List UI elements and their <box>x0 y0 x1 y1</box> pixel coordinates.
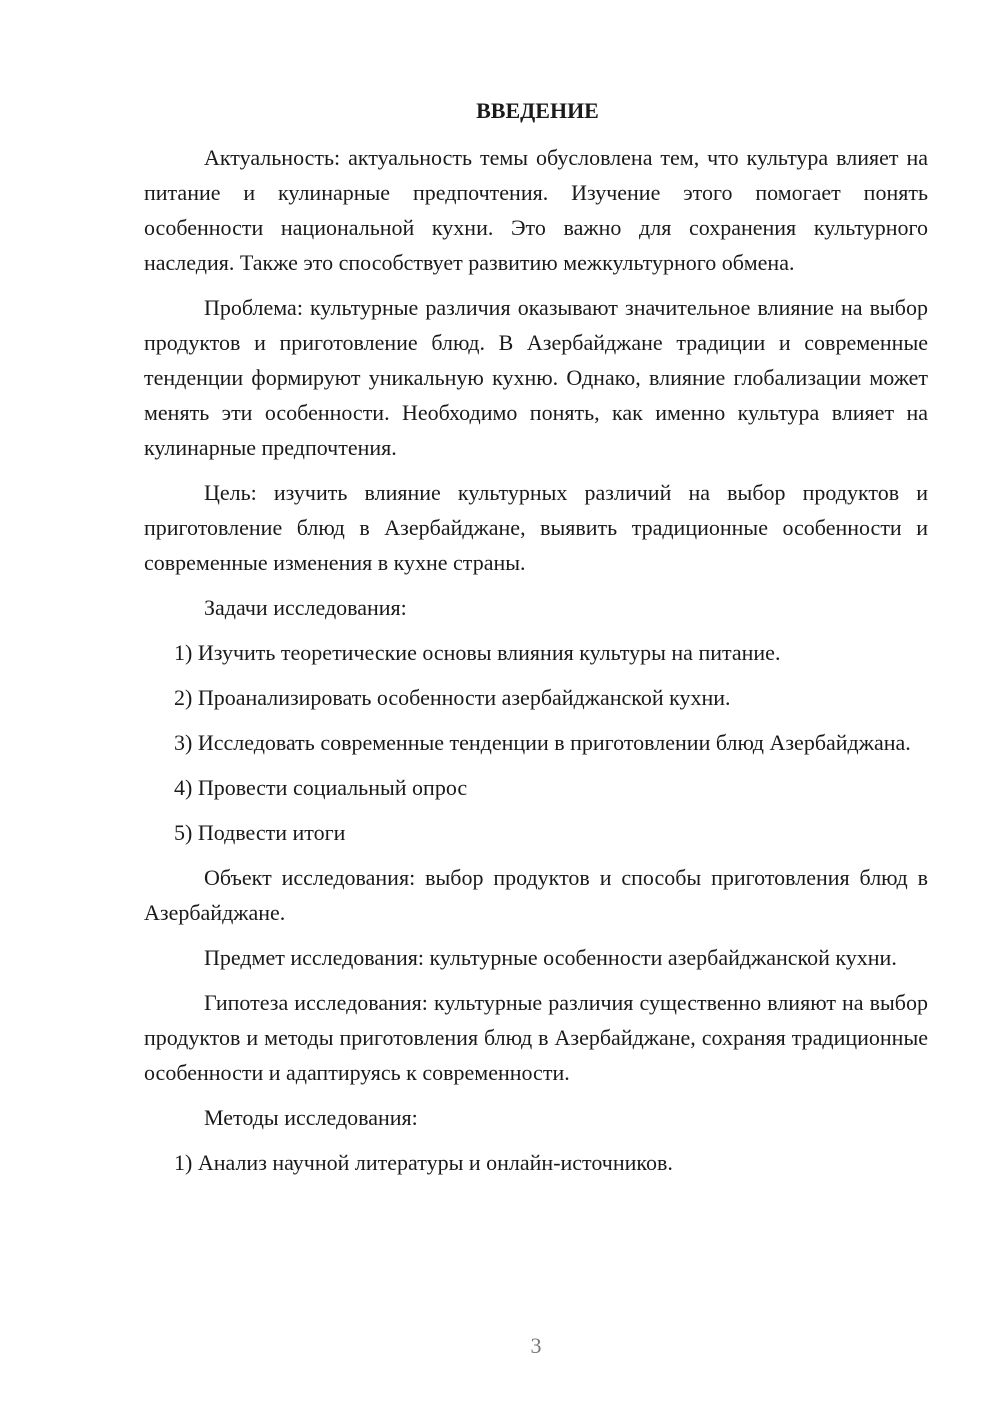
task-item: 5) Подвести итоги <box>174 820 346 845</box>
page-title: ВВЕДЕНИЕ <box>476 98 599 123</box>
page-content <box>144 96 928 1190</box>
page-number: 3 <box>530 1333 542 1358</box>
relevance-paragraph: Актуальность: актуальность темы обусловлена тем, что культура влияет на питание и кулинарные предпочтения. Изучение этого помогает понять особенности национальной кухни. Это важно для сохранения культурного наследия. Также это способствует развитию межкультурного обмена. <box>144 145 928 275</box>
task-item: 1) Изучить теоретические основы влияния культуры на питание. <box>174 640 781 665</box>
subject-paragraph: Предмет исследования: культурные особенности азербайджанской кухни. <box>204 945 897 970</box>
task-item: 4) Провести социальный опрос <box>174 775 468 800</box>
task-item: 2) Проанализировать особенности азербайджанской кухни. <box>174 685 731 710</box>
methods-label: Методы исследования: <box>204 1105 418 1130</box>
tasks-label: Задачи исследования: <box>204 595 407 620</box>
object-paragraph: Объект исследования: выбор продуктов и способы приготовления блюд в Азербайджане. <box>144 865 928 925</box>
problem-paragraph: Проблема: культурные различия оказывают значительное влияние на выбор продуктов и приготовление блюд. В Азербайджане традиции и современные тенденции формируют уникальную кухню. Однако, влияние глобализации может менять эти особенности. Необходимо понять, как именно культура влияет на кулинарные предпочтения. <box>144 295 928 460</box>
task-item: 3) Исследовать современные тенденции в приготовлении блюд Азербайджана. <box>174 730 911 755</box>
goal-paragraph: Цель: изучить влияние культурных различий на выбор продуктов и приготовление блюд в Азербайджане, выявить традиционные особенности и современные изменения в кухне страны. <box>144 480 928 575</box>
method-item: 1) Анализ научной литературы и онлайн-источников. <box>174 1150 673 1175</box>
hypothesis-paragraph: Гипотеза исследования: культурные различия существенно влияют на выбор продуктов и методы приготовления блюд в Азербайджане, сохраняя традиционные особенности и адаптируясь к современности. <box>144 990 928 1085</box>
